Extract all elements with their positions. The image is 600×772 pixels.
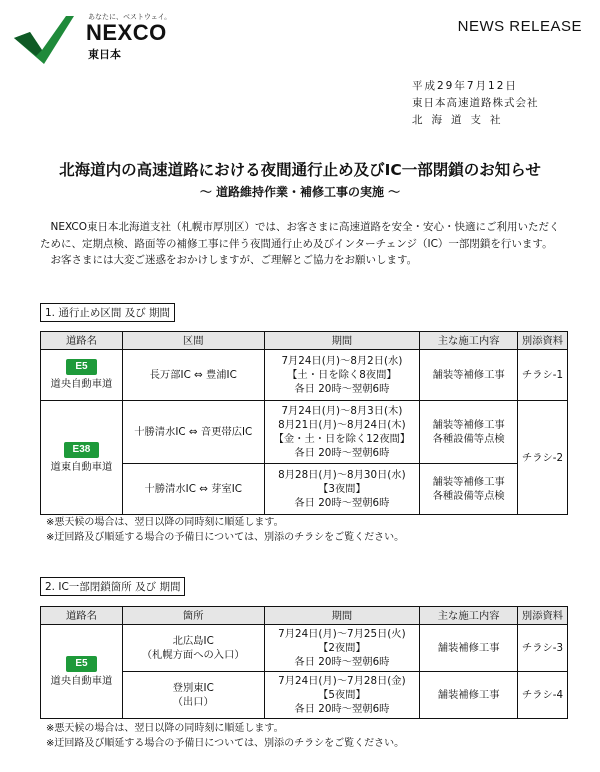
header-work: 主な施工内容 bbox=[420, 607, 518, 625]
route-badge: E5 bbox=[66, 656, 96, 672]
ref-cell: チラシ-2 bbox=[518, 401, 568, 515]
release-meta bbox=[412, 78, 562, 129]
section-from: 長万部IC bbox=[149, 369, 191, 381]
road-name: 道央自動車道 bbox=[50, 378, 113, 390]
table-row bbox=[41, 350, 568, 401]
section-cell bbox=[122, 464, 264, 515]
period-line: 各日 20時～翌朝6時 bbox=[294, 383, 390, 395]
section-1-heading: 1. 通行止め区間 及び 期間 bbox=[40, 303, 175, 322]
header-period: 期間 bbox=[264, 332, 420, 350]
ref-cell: チラシ-4 bbox=[518, 672, 568, 719]
header-road: 道路名 bbox=[41, 607, 123, 625]
section-from: 十勝清水IC bbox=[144, 483, 196, 495]
period-line: 各日 20時～翌朝6時 bbox=[294, 703, 390, 715]
period-cell bbox=[264, 401, 420, 464]
period-line: 【金・土・日を除く12夜間】 bbox=[273, 433, 411, 445]
release-date: 平成29年7月12日 bbox=[412, 80, 518, 92]
period-line: 各日 20時～翌朝6時 bbox=[294, 447, 390, 459]
note-line: ※迂回路及び順延する場合の予備日については、別添のチラシをご覧ください。 bbox=[46, 738, 405, 749]
period-line: 8月21日(月)～8月24日(木) bbox=[278, 419, 406, 431]
nexco-v-mark-icon bbox=[14, 16, 74, 66]
table-row bbox=[41, 625, 568, 672]
branch-name: 北海道支社 bbox=[412, 114, 510, 126]
route-badge: E38 bbox=[64, 442, 100, 458]
period-cell bbox=[264, 350, 420, 401]
header-place: 箇所 bbox=[122, 607, 264, 625]
company-name: 東日本高速道路株式会社 bbox=[412, 97, 539, 109]
work-cell bbox=[420, 401, 518, 464]
logo-tagline: あなたに、ベストウェイ。 bbox=[88, 13, 172, 21]
work-line: 舗装等補修工事 bbox=[432, 476, 505, 488]
road-name: 道東自動車道 bbox=[50, 460, 113, 473]
place-cell bbox=[122, 672, 264, 719]
header-road: 道路名 bbox=[41, 332, 123, 350]
header-ref: 別添資料 bbox=[518, 607, 568, 625]
route-badge: E5 bbox=[66, 359, 96, 375]
place-line: 北広島IC bbox=[172, 635, 214, 647]
work-cell: 舗装補修工事 bbox=[420, 625, 518, 672]
period-line: 7月24日(月)～7月28日(金) bbox=[278, 675, 406, 687]
place-line: （出口） bbox=[172, 696, 214, 708]
intro-paragraph-1: NEXCO東日本北海道支社（札幌市厚別区）では、お客さまに高速道路を安全・安心・快適にご利用いただくために、定期点検、路面等の補修工事に伴う夜間通行止め及びインターチェンジ（IC）一部閉鎖を行います。 bbox=[40, 221, 560, 250]
work-cell bbox=[420, 464, 518, 515]
period-line: 各日 20時～翌朝6時 bbox=[294, 497, 390, 509]
header-section: 区間 bbox=[122, 332, 264, 350]
table-header-row bbox=[41, 607, 568, 625]
ref-cell: チラシ-3 bbox=[518, 625, 568, 672]
period-line: 【2夜間】 bbox=[318, 642, 366, 654]
section-from: 十勝清水IC bbox=[134, 426, 186, 438]
ic-closure-table bbox=[40, 606, 568, 719]
bidirectional-arrow-icon: ⇔ bbox=[188, 426, 198, 438]
logo-subtitle: 東日本 bbox=[88, 48, 121, 61]
work-line: 各種設備等点検 bbox=[432, 490, 505, 502]
section-to: 音更帯広IC bbox=[200, 426, 253, 438]
note-line: ※迂回路及び順延する場合の予備日については、別添のチラシをご覧ください。 bbox=[46, 532, 405, 543]
road-cell bbox=[41, 625, 123, 719]
period-line: 7月24日(月)～8月2日(水) bbox=[281, 355, 403, 367]
ref-cell: チラシ-1 bbox=[518, 350, 568, 401]
period-line: 【5夜間】 bbox=[318, 689, 366, 701]
note-line: ※悪天候の場合は、翌日以降の同時刻に順延します。 bbox=[46, 517, 284, 528]
period-cell bbox=[264, 672, 420, 719]
nexco-logo bbox=[14, 12, 184, 68]
bidirectional-arrow-icon: ⇔ bbox=[194, 369, 203, 381]
section-to: 豊浦IC bbox=[205, 369, 237, 381]
period-line: 8月28日(月)～8月30日(水) bbox=[278, 469, 406, 481]
page-subtitle: ～ 道路維持作業・補修工事の実施 ～ bbox=[199, 185, 401, 199]
road-cell bbox=[41, 401, 123, 515]
header-period: 期間 bbox=[264, 607, 420, 625]
period-cell bbox=[264, 464, 420, 515]
bidirectional-arrow-icon: ⇔ bbox=[199, 483, 208, 495]
table-header-row bbox=[41, 332, 568, 350]
section-cell bbox=[122, 350, 264, 401]
period-line: 【土・日を除く8夜間】 bbox=[287, 369, 397, 381]
road-name: 道央自動車道 bbox=[50, 674, 113, 687]
section-1-notes bbox=[46, 515, 404, 545]
logo-brand: NEXCO bbox=[86, 20, 167, 45]
place-line: （札幌方面への入口） bbox=[141, 649, 245, 661]
section-to: 芽室IC bbox=[211, 483, 242, 495]
work-line: 舗装等補修工事 bbox=[432, 419, 505, 431]
news-release-label: NEWS RELEASE bbox=[457, 18, 582, 35]
intro-text bbox=[40, 219, 560, 269]
section-2-notes bbox=[46, 721, 404, 751]
period-cell bbox=[264, 625, 420, 672]
header-work: 主な施工内容 bbox=[420, 332, 518, 350]
section-cell bbox=[122, 401, 264, 464]
period-line: 【3夜間】 bbox=[318, 483, 366, 495]
work-cell: 舗装補修工事 bbox=[420, 672, 518, 719]
period-line: 7月24日(月)～8月3日(木) bbox=[281, 405, 403, 417]
closure-table bbox=[40, 331, 568, 515]
work-cell: 舗装等補修工事 bbox=[420, 350, 518, 401]
note-line: ※悪天候の場合は、翌日以降の同時刻に順延します。 bbox=[46, 723, 284, 734]
period-line: 各日 20時～翌朝6時 bbox=[294, 656, 390, 668]
road-cell bbox=[41, 350, 123, 401]
section-2-heading: 2. IC一部閉鎖箇所 及び 期間 bbox=[40, 577, 185, 596]
page-title: 北海道内の高速道路における夜間通行止め及びIC一部閉鎖のお知らせ bbox=[59, 161, 541, 179]
intro-paragraph-2: お客さまには大変ご迷惑をおかけしますが、ご理解とご協力をお願いします。 bbox=[50, 254, 418, 266]
table-row bbox=[41, 401, 568, 464]
place-line: 登別東IC bbox=[172, 682, 214, 694]
place-cell bbox=[122, 625, 264, 672]
period-line: 7月24日(月)～7月25日(火) bbox=[278, 628, 406, 640]
header-ref: 別添資料 bbox=[518, 332, 568, 350]
work-line: 各種設備等点検 bbox=[432, 433, 505, 445]
